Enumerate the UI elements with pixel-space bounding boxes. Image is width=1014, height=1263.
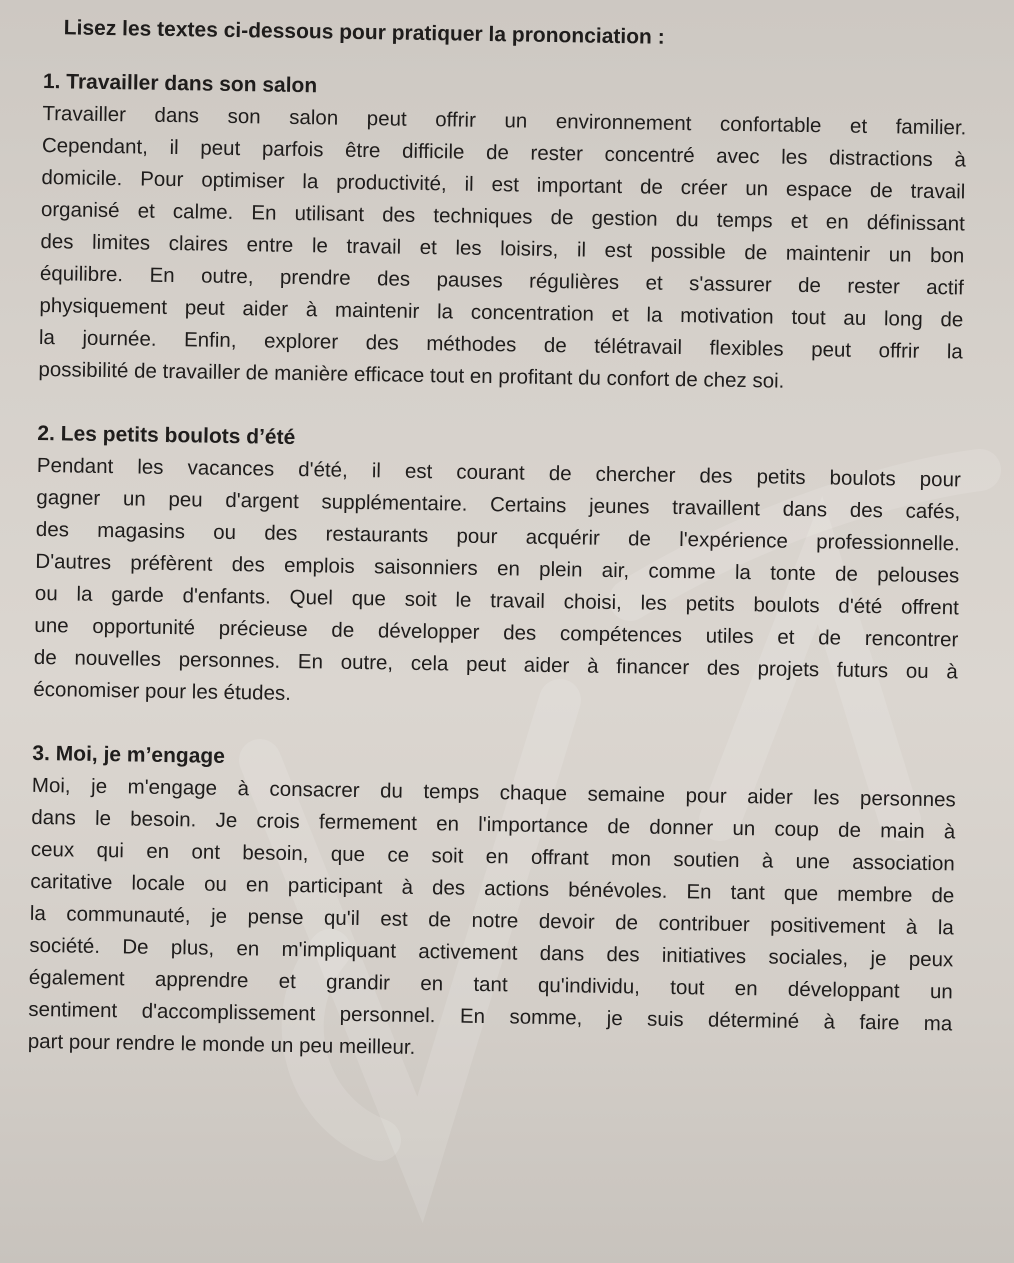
text-line: également apprendre et grandir en tant qu'individu, tout en développant un [28,965,953,1004]
text-line: la communauté, je pense qu'il est de notre devoir de contribuer positivement à la [29,901,954,940]
text-line: sentiment d'accomplissement personnel. En somme, je suis déterminé à faire ma [28,997,953,1036]
text-line: la journée. Enfin, explorer des méthodes de télétravail flexibles peut offrir la [38,325,963,364]
section-paragraph [38,98,966,400]
text-line: de nouvelles personnes. En outre, cela peut aider à financer des projets futurs ou à [33,645,958,684]
text-line: des limites claires entre le travail et les loisirs, il est possible de maintenir un bon [40,229,965,268]
section-title: 2. Les petits boulots d’été [37,421,296,449]
text-line: Moi, je m'engage à consacrer du temps chaque semaine pour aider les personnes [31,773,956,812]
text-line: organisé et calme. En utilisant des techniques de gestion du temps et en définissant [40,197,965,236]
section-3 [28,740,957,1072]
text-line: possibilité de travailler de manière efficace tout en profitant du confort de chez soi. [38,357,785,393]
document-content [27,14,968,1106]
text-line: D'autres préfèrent des emplois saisonniers en plein air, comme la tonte de pelouses [35,549,960,588]
text-line: une opportunité précieuse de développer des compétences utiles et de rencontrer [34,613,959,652]
text-line: ou la garde d'enfants. Quel que soit le travail choisi, les petits boulots d'été offrent [34,581,959,620]
text-line: ceux qui en ont besoin, que ce soit en offrant mon soutien à une association [30,837,955,876]
text-line: physiquement peut aider à maintenir la concentration et la motivation tout au long de [39,293,964,332]
section-2 [33,420,961,720]
instruction-heading: Lisez les textes ci-dessous pour pratiquer la prononciation : [63,16,665,49]
text-line: société. De plus, en m'impliquant activement dans des initiatives sociales, je peux [29,933,954,972]
text-line: dans le besoin. Je crois fermement en l'importance de donner un coup de main à [31,805,956,844]
section-title: 3. Moi, je m’engage [32,741,226,768]
text-line: gagner un peu d'argent supplémentaire. Certains jeunes travaillent dans des cafés, [36,485,961,524]
text-line: économiser pour les études. [33,677,292,705]
text-line: part pour rendre le monde un peu meilleur. [27,1029,416,1059]
section-paragraph [33,450,961,720]
text-line: équilibre. En outre, prendre des pauses régulières et s'assurer de rester actif [39,261,964,300]
section-title: 1. Travailler dans son salon [42,69,318,98]
text-line: des magasins ou des restaurants pour acquérir de l'expérience professionnelle. [35,517,960,556]
text-line: Cependant, il peut parfois être difficile de rester concentré avec les distractions à [41,133,967,172]
section-paragraph [28,770,956,1072]
text-line: domicile. Pour optimiser la productivité, il est important de créer un espace de travail [41,165,966,204]
text-line: Travailler dans son salon peut offrir un environnement confortable et familier. [42,101,967,140]
text-line: caritative locale ou en participant à des actions bénévoles. En tant que membre de [30,869,955,908]
text-line: Pendant les vacances d'été, il est courant de chercher des petits boulots pour [36,453,961,492]
section-1 [38,68,967,400]
